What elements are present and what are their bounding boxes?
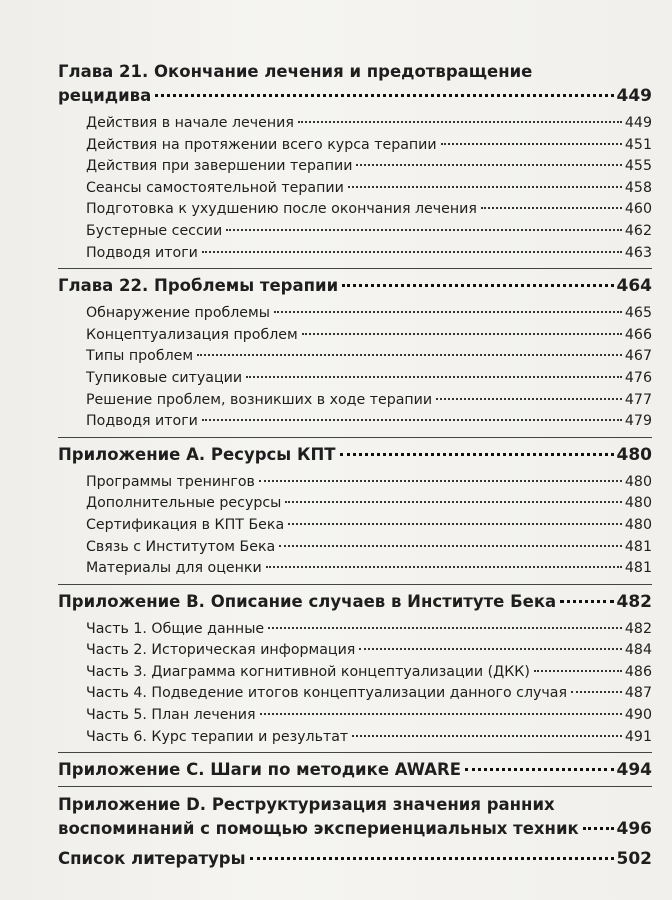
dot-leader <box>288 523 622 525</box>
chapter-entry <box>58 590 652 614</box>
dot-leader <box>441 143 622 145</box>
toc-section <box>58 758 652 787</box>
subsection-title: Сеансы самостоятельной терапии <box>86 179 344 196</box>
chapter-title-line: Приложение D. Реструктуризация значения ранних <box>58 795 555 815</box>
chapter-title: Глава 22. Проблемы терапии <box>58 276 339 296</box>
subsection-page-number: 458 <box>624 179 652 196</box>
subsection-title: Типы проблем <box>86 348 194 365</box>
subsection-title: Подводя итоги <box>86 413 198 430</box>
dot-leader <box>155 94 613 97</box>
subsection-title: Часть 2. Историческая информация <box>86 642 356 659</box>
subsection-entry <box>58 411 652 433</box>
subsection-page-number: 462 <box>624 222 652 239</box>
dot-leader <box>534 670 622 672</box>
subsection-entry <box>58 537 652 559</box>
chapter-title: Список литературы <box>58 849 246 869</box>
subsection-page-number: 481 <box>624 560 652 577</box>
chapter-entry <box>58 758 652 782</box>
subsection-title: Часть 5. План лечения <box>86 707 256 724</box>
subsection-page-number: 467 <box>624 348 652 365</box>
subsection-title: Решение проблем, возникших в ходе терапии <box>86 391 433 408</box>
dot-leader <box>226 229 622 231</box>
chapter-page-number: 480 <box>616 444 652 465</box>
dot-leader <box>298 121 622 123</box>
dot-leader <box>197 354 622 356</box>
subsection-title: Обнаружение проблемы <box>86 305 270 322</box>
subsection-entry <box>58 705 652 727</box>
subsection-entry <box>58 156 652 178</box>
dot-leader <box>465 768 614 771</box>
subsection-title: Концептуализация проблем <box>86 326 298 343</box>
subsection-entry <box>58 178 652 200</box>
subsection-page-number: 490 <box>624 707 652 724</box>
subsection-page-number: 477 <box>624 391 652 408</box>
subsection-title: Дополнительные ресурсы <box>86 495 282 512</box>
subsection-page-number: 455 <box>624 158 652 175</box>
chapter-page-number: 449 <box>616 86 652 106</box>
dot-leader <box>266 566 622 568</box>
toc-section <box>58 590 652 754</box>
chapter-title: рецидива <box>58 86 152 105</box>
toc-section <box>58 847 652 871</box>
subsection-page-number: 460 <box>624 201 652 218</box>
dot-leader <box>246 376 622 378</box>
subsection-page-number: 449 <box>624 115 652 131</box>
subsection-entry <box>58 515 652 537</box>
subsection-title: Действия в начале лечения <box>86 115 294 131</box>
chapter-title: Приложение А. Ресурсы КПТ <box>58 444 336 464</box>
toc-section <box>58 274 652 438</box>
dot-leader <box>285 501 622 503</box>
toc-section <box>58 793 652 841</box>
chapter-page-number: 494 <box>616 760 652 781</box>
subsection-entry <box>58 113 652 135</box>
subsection-page-number: 476 <box>624 369 652 386</box>
chapter-title: Приложение С. Шаги по методике AWARE <box>58 760 461 780</box>
toc-section <box>58 60 652 269</box>
subsection-title: Программы тренингов <box>86 473 255 490</box>
dot-leader <box>436 398 622 400</box>
subsection-entry <box>58 472 652 494</box>
subsection-entry <box>58 558 652 580</box>
dot-leader <box>202 419 622 421</box>
subsection-entry <box>58 619 652 641</box>
subsection-title: Бустерные сессии <box>86 222 223 239</box>
chapter-title-line: Глава 21. Окончание лечения и предотвращение <box>58 62 533 81</box>
subsection-entry <box>58 303 652 325</box>
subsection-entry <box>58 221 652 243</box>
chapter-page-number: 502 <box>616 849 652 870</box>
subsection-page-number: 487 <box>624 685 652 702</box>
subsection-page-number: 482 <box>624 620 652 637</box>
chapter-page-number: 496 <box>616 819 652 840</box>
subsection-entry <box>58 346 652 368</box>
subsection-entry <box>58 640 652 662</box>
dot-leader <box>202 251 622 253</box>
subsection-entry <box>58 683 652 705</box>
subsection-page-number: 480 <box>624 473 652 490</box>
subsection-title: Материалы для оценки <box>86 560 262 577</box>
subsection-title: Действия на протяжении всего курса терапии <box>86 136 437 153</box>
subsection-page-number: 479 <box>624 413 652 430</box>
chapter-entry <box>58 443 652 467</box>
subsection-page-number: 465 <box>624 305 652 322</box>
dot-leader <box>571 691 622 693</box>
subsection-title: Подводя итоги <box>86 244 198 261</box>
dot-leader <box>348 186 622 188</box>
subsection-title: Подготовка к ухудшению после окончания лечения <box>86 201 477 218</box>
chapter-page-number: 482 <box>616 591 652 612</box>
subsection-entry <box>58 135 652 157</box>
subsection-title: Тупиковые ситуации <box>86 369 243 386</box>
dot-leader <box>342 284 613 287</box>
subsection-title: Часть 4. Подведение итогов концептуализации данного случая <box>86 685 568 702</box>
subsection-entry <box>58 243 652 265</box>
subsection-title: Действия при завершении терапии <box>86 158 353 175</box>
subsection-title: Сертификация в КПТ Бека <box>86 516 285 533</box>
chapter-entry <box>58 847 652 871</box>
dot-leader <box>560 600 613 603</box>
subsection-page-number: 480 <box>624 516 652 533</box>
subsection-entry <box>58 325 652 347</box>
subsection-page-number: 451 <box>624 136 652 153</box>
subsection-page-number: 484 <box>624 642 652 659</box>
dot-leader <box>583 827 614 830</box>
subsection-entry <box>58 727 652 749</box>
subsection-entry <box>58 662 652 684</box>
subsection-entry <box>58 199 652 221</box>
table-of-contents <box>58 60 652 871</box>
subsection-title: Связь с Институтом Бека <box>86 538 276 555</box>
subsection-title: Часть 6. Курс терапии и результат <box>86 728 349 745</box>
dot-leader <box>260 713 622 715</box>
dot-leader <box>356 164 621 166</box>
subsection-page-number: 481 <box>624 538 652 555</box>
dot-leader <box>340 453 614 456</box>
chapter-entry <box>58 817 652 841</box>
chapter-page-number: 464 <box>616 276 652 297</box>
subsection-entry <box>58 368 652 390</box>
subsection-page-number: 463 <box>624 244 652 261</box>
toc-section <box>58 443 652 585</box>
dot-leader <box>259 480 622 482</box>
subsection-page-number: 480 <box>624 495 652 512</box>
dot-leader <box>250 857 614 860</box>
dot-leader <box>302 333 622 335</box>
chapter-title: воспоминаний с помощью экспериенциальных техник <box>58 819 579 839</box>
subsection-entry <box>58 390 652 412</box>
subsection-title: Часть 1. Общие данные <box>86 620 265 637</box>
subsection-page-number: 466 <box>624 326 652 343</box>
chapter-title: Приложение В. Описание случаев в Институте Бека <box>58 591 557 611</box>
dot-leader <box>274 311 622 313</box>
chapter-entry <box>58 84 652 108</box>
dot-leader <box>352 735 622 737</box>
dot-leader <box>268 627 622 629</box>
subsection-page-number: 486 <box>624 663 652 680</box>
subsection-page-number: 491 <box>624 728 652 745</box>
chapter-entry <box>58 274 652 298</box>
dot-leader <box>481 207 622 209</box>
dot-leader <box>359 648 622 650</box>
dot-leader <box>279 545 622 547</box>
subsection-title: Часть 3. Диаграмма когнитивной концептуализации (ДКК) <box>86 663 530 680</box>
subsection-entry <box>58 493 652 515</box>
